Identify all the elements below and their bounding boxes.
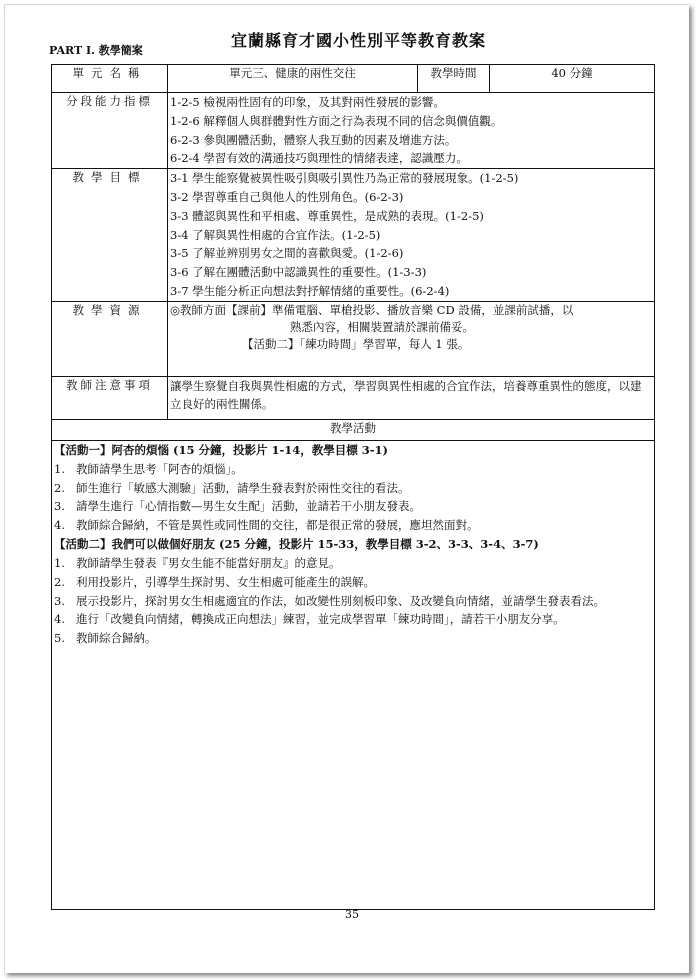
objectives-label: 教學目標 (52, 169, 168, 302)
objectives-content (168, 169, 655, 302)
activity2-item: 3. 展示投影片，探討男女生相處適宜的作法，如改變性別刻板印象、及改變負向情緒，並請學生發表看法。 (54, 593, 605, 608)
unit-row (52, 65, 655, 93)
objective-line: 3-1 學生能察覺被異性吸引與吸引異性乃為正常的發展現象。(1-2-5) (170, 171, 519, 186)
activity1-item: 1. 教師請學生思考「阿杏的煩惱」。 (54, 461, 243, 476)
activity2-item: 4. 進行「改變負向情緒，轉換成正向想法」練習，並完成學習單「練功時間」，請若干小朋友分享。 (54, 612, 565, 627)
activity1-item: 2. 師生進行「敏感大測驗」活動，請學生發表對於兩性交往的看法。 (54, 480, 410, 495)
part-label: PART I. 教學簡案 (49, 44, 143, 57)
unit-value: 單元三、健康的兩性交往 (168, 65, 418, 93)
indicator-line: 1-2-5 檢視兩性固有的印象，及其對兩性發展的影響。 (170, 95, 445, 109)
activity1-item: 3. 請學生進行「心情指數—男生女生配」活動，並請若干小朋友發表。 (54, 499, 421, 514)
objective-line: 3-7 學生能分析正向想法對抒解情緒的重要性。(6-2-4) (170, 283, 450, 298)
activity1-item: 4. 教師綜合歸納，不管是異性或同性間的交往，都是很正常的發展，應坦然面對。 (54, 518, 479, 533)
notes-content: 讓學生察覺自我與異性相處的方式，學習與異性相處的合宜作法，培養尊重異性的態度，以建立良好的兩性關係。 (168, 376, 655, 419)
activities-heading: 教學活動 (52, 419, 655, 440)
indicator-line: 1-2-6 解釋個人與群體對性方面之行為表現不同的信念與價值觀。 (170, 113, 503, 128)
activities-row (52, 440, 655, 909)
activity1-title: 【活動一】阿杏的煩惱 (15 分鐘，投影片 1-14，教學目標 3-1) (54, 442, 388, 457)
activity2-title: 【活動二】我們可以做個好朋友 (25 分鐘，投影片 15-33，教學目標 3-2、3-3、3-4、3-7) (54, 536, 539, 551)
unit-label: 單元名稱 (52, 65, 168, 93)
lesson-plan-table (51, 64, 655, 910)
time-label: 教學時間 (418, 65, 490, 93)
indicators-row (52, 93, 655, 169)
objective-line: 3-5 了解並辨別男女之間的喜歡與愛。(1-2-6) (170, 246, 404, 261)
activities-content (52, 440, 655, 909)
objective-line: 3-4 了解與異性相處的合宜作法。(1-2-5) (170, 227, 381, 242)
resources-content (168, 301, 655, 376)
activity2-item: 2. 利用投影片，引導學生探討男、女生相處可能產生的誤解。 (54, 574, 375, 589)
indicators-content (168, 93, 655, 169)
page-number: 35 (345, 908, 359, 921)
resource-line: ◎教師方面【課前】準備電腦、單槍投影、播放音樂 CD 設備，並課前試播，以 (170, 302, 574, 317)
indicators-label: 分段能力指標 (52, 93, 168, 169)
notes-label: 教師注意事項 (52, 376, 168, 419)
objectives-row (52, 169, 655, 302)
resource-line: 熟悉內容，相關裝置請於課前備妥。 (290, 319, 474, 334)
objective-line: 3-2 學習尊重自己與他人的性別角色。(6-2-3) (170, 189, 404, 204)
document-page (4, 4, 689, 973)
indicator-line: 6-2-3 參與團體活動，體察人我互動的因素及增進方法。 (170, 132, 457, 147)
resources-row (52, 301, 655, 376)
activities-heading-row (52, 419, 655, 440)
objective-line: 3-3 體認與異性和平相處、尊重異性，是成熟的表現。(1-2-5) (170, 208, 484, 223)
activity2-item: 1. 教師請學生發表『男女生能不能當好朋友』的意見。 (54, 555, 341, 570)
activity2-item: 5. 教師綜合歸納。 (54, 631, 157, 646)
document-title: 宜蘭縣育才國小性別平等教育教案 (231, 31, 487, 50)
indicator-line: 6-2-4 學習有效的溝通技巧與理性的情緒表達，認識壓力。 (170, 151, 468, 166)
objective-line: 3-6 了解在團體活動中認識異性的重要性。(1-3-3) (170, 265, 427, 280)
resource-line: 【活動二】「練功時間」學習單，每人 1 張。 (242, 336, 470, 351)
resources-label: 教學資源 (52, 301, 168, 376)
notes-row (52, 376, 655, 419)
time-value: 40 分鐘 (490, 65, 655, 93)
